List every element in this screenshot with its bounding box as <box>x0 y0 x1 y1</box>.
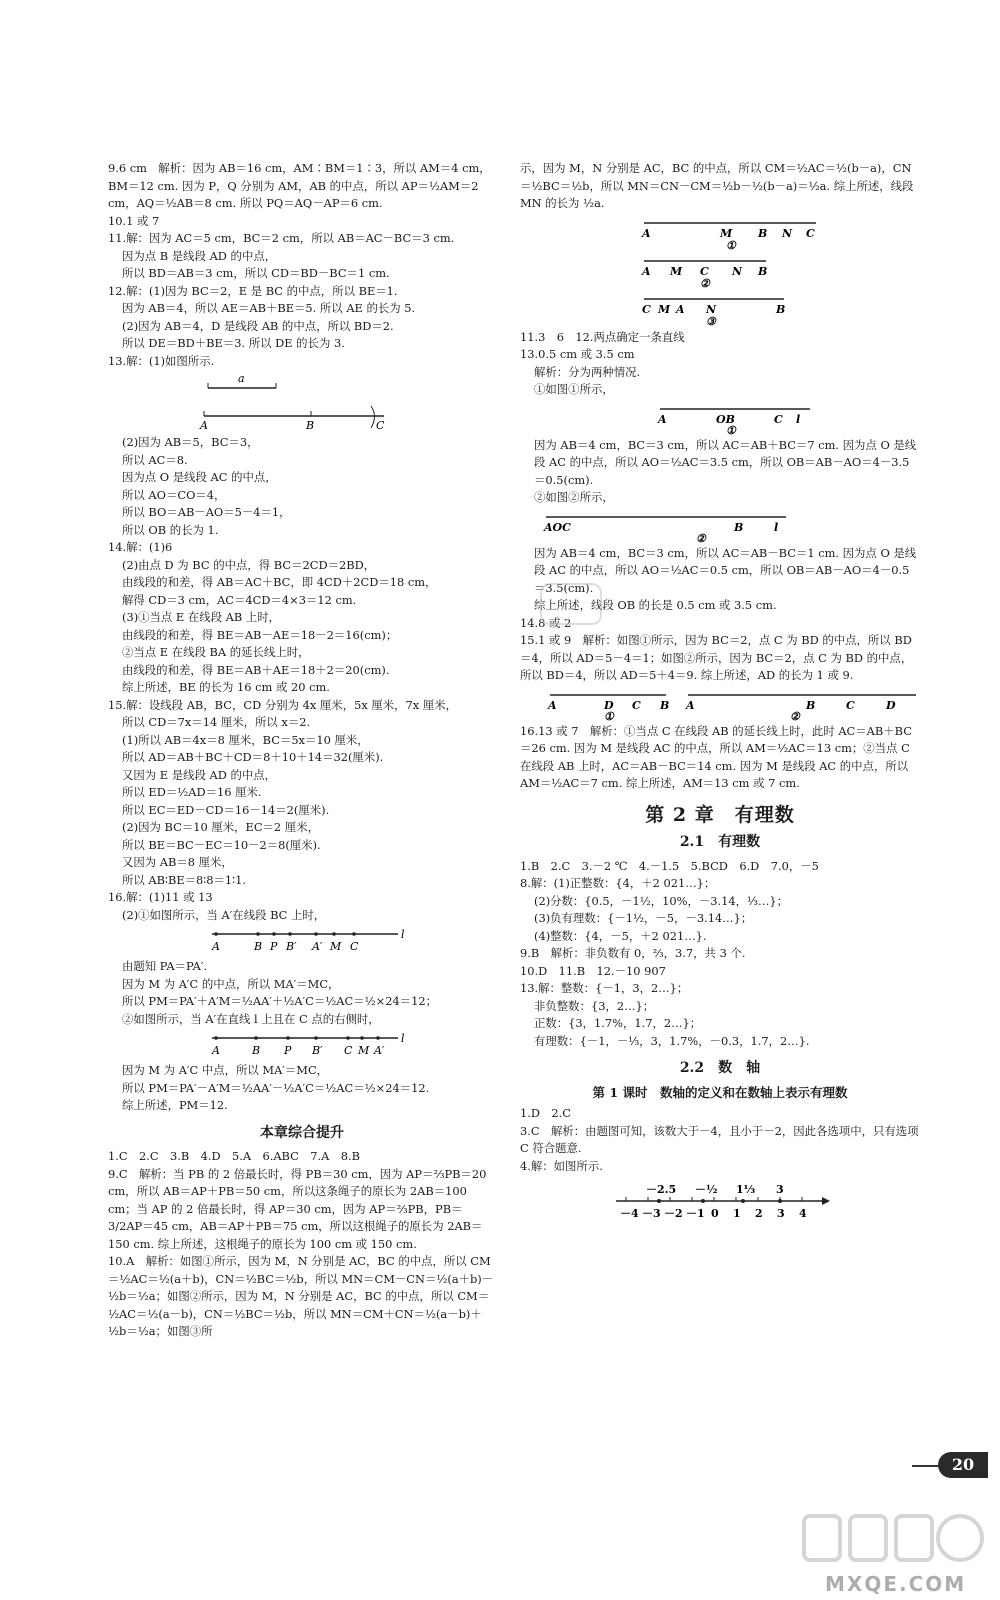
q13-line: 解析：分为两种情况. <box>534 364 641 379</box>
svg-text:B: B <box>252 1044 261 1057</box>
svg-text:B: B <box>806 698 816 712</box>
svg-text:l: l <box>796 412 801 426</box>
figure-13-1 <box>520 401 920 435</box>
q16-line: 综上所述，PM＝12. <box>122 1098 228 1112</box>
svg-text:l: l <box>774 520 779 534</box>
svg-text:4: 4 <box>799 1207 807 1220</box>
figure-10-1 <box>520 215 920 251</box>
q16: 16.解：(1)11 或 13 <box>108 890 213 904</box>
q13-line: ②如图②所示， <box>534 490 614 504</box>
seg-a-label: a <box>238 372 245 385</box>
q14-line: (3)①当点 E 在线段 AB 上时， <box>122 610 281 624</box>
q16-line: 因为 M 为 A′C 的中点，所以 MA′＝MC， <box>122 976 340 991</box>
q13-line: 因为 AB＝4 cm，BC＝3 cm，所以 AC＝AB＋BC＝7 cm. 因为点 O 是线段 AC 的中点，所以 AO＝½AC＝3.5 cm，所以 OB＝AB－AO＝4－3.5＝0.5(cm). <box>534 437 917 487</box>
q13-line: 非负整数：{3，2…}； <box>534 998 655 1013</box>
svg-text:B′: B′ <box>312 1044 323 1057</box>
q13-line: ①如图①所示， <box>534 382 614 396</box>
q14: 14.解：(1)6 <box>108 540 173 554</box>
section-title-chapter-review: 本章综合提升 <box>260 1124 344 1141</box>
svg-text:A: A <box>676 302 685 316</box>
q8-line: (3)负有理数：{－1½，－5，－3.14…}； <box>534 911 753 925</box>
page-number: 20 <box>938 1452 988 1478</box>
q12-line: 因为 AB＝4，所以 AE＝AB＋BE＝5. 所以 AE 的长为 5. <box>122 301 416 315</box>
q14-line: ②当点 E 在线段 BA 的延长线上时， <box>122 645 310 659</box>
svg-text:A: A <box>658 412 667 426</box>
q16-line: 所以 PM＝PA′－A′M＝½AA′－½A′C＝½AC＝½×24＝12. <box>122 1080 430 1095</box>
right-column <box>520 160 920 1227</box>
figure-10-3 <box>520 291 920 327</box>
figure-16a <box>108 926 496 956</box>
q8: 8.解：(1)正整数：{4，＋2 021…}； <box>520 876 716 890</box>
svg-text:A: A <box>548 698 557 712</box>
q11-12: 11.3 6 12.两点确定一条直线 <box>520 329 685 344</box>
svg-text:C: C <box>632 698 641 712</box>
q15-line: (2)因为 BC＝10 厘米，EC＝2 厘米， <box>122 820 319 834</box>
svg-text:M: M <box>670 264 683 278</box>
q13-line: 有理数：{－1，－⅓，3，1.7%，－0.3，1.7，2…}. <box>534 1033 810 1048</box>
svg-text:②: ② <box>790 709 800 721</box>
svg-text:B: B <box>660 698 670 712</box>
svg-text:2: 2 <box>755 1207 763 1220</box>
q15-line: 所以 CD＝7x＝14 厘米，所以 x＝2. <box>122 715 311 729</box>
q13: 13.解：(1)如图所示. <box>108 353 215 368</box>
svg-text:C: C <box>350 940 359 953</box>
q16-line: 因为 M 为 A′C 中点，所以 MA′＝MC， <box>122 1063 329 1077</box>
q14-line: (2)由点 D 为 BC 的中点，得 BC＝2CD＝2BD， <box>122 557 376 572</box>
point-B: B <box>306 419 315 432</box>
svg-text:AOC: AOC <box>544 520 571 534</box>
review-q9: 9.C 解析：当 PB 的 2 倍最长时，得 PB＝30 cm，因为 AP＝⅔PB＝20 cm，所以 AB＝AP＋PB＝50 cm，所以这条绳子的原长为 2AB＝100 cm；当 AP 的 2 倍最长时，得 AP＝30 cm，因为 AP＝⅔PB，PB＝3/2AP＝45 cm，AB＝AP＋PB＝75 cm，所以这根绳子的原长为 2AB＝150 cm. 综上所述，这根绳子的原长为 100 cm 或 150 cm. <box>108 1166 487 1251</box>
figure-16b <box>108 1030 496 1060</box>
q13-line: 所以 AO＝CO＝4， <box>122 487 226 502</box>
svg-text:3: 3 <box>777 1207 785 1220</box>
q11: 11.解：因为 AC＝5 cm，BC＝2 cm，所以 AB＝AC－BC＝3 cm. <box>108 231 455 245</box>
svg-text:P: P <box>284 1044 292 1057</box>
svg-text:N: N <box>782 226 793 240</box>
svg-text:B: B <box>758 264 768 278</box>
q15-line: 所以 AB∶BE＝8∶8＝1∶1. <box>122 872 246 887</box>
q12: 12.解：(1)因为 BC＝2，E 是 BC 的中点，所以 BE＝1. <box>108 283 398 298</box>
q10-12: 10.D 11.B 12.－10 907 <box>520 963 666 978</box>
q15-line: 所以 EC＝ED－CD＝16－14＝2(厘米). <box>122 802 330 817</box>
point-C: C <box>376 419 385 432</box>
q8-line: (2)分数：{0.5，－1½，10%，－3.14，⅓…}； <box>534 893 789 908</box>
svg-text:A: A <box>642 226 651 240</box>
svg-text:M: M <box>330 940 342 953</box>
svg-text:－2: －2 <box>664 1207 683 1220</box>
svg-text:P: P <box>270 940 278 953</box>
q13-line: 所以 BO＝AB－AO＝5－4＝1， <box>122 505 291 519</box>
svg-text:－1: －1 <box>686 1207 705 1220</box>
q12-line: 所以 DE＝BD＋BE＝3. 所以 DE 的长为 3. <box>122 336 345 350</box>
q16-line: (2)①如图所示，当 A′在线段 BC 上时， <box>122 907 326 922</box>
svg-text:C: C <box>846 698 855 712</box>
choices-2-1: 1.B 2.C 3.－2 ℃ 4.－1.5 5.BCD 6.D 7.0，－5 <box>520 858 819 873</box>
q13-line: 正数：{3，1.7%，1.7，2…}； <box>534 1016 702 1030</box>
q13-line: 所以 AC＝8. <box>122 452 188 467</box>
svg-text:A′: A′ <box>312 940 323 953</box>
q14-line: 由线段的和差，得 BE＝AB＋AE＝18＋2＝20(cm). <box>122 662 390 677</box>
q10: 10.1 或 7 <box>108 213 160 228</box>
section-2-1: 2.1 有理数 <box>679 834 761 850</box>
svg-text:B: B <box>254 940 263 953</box>
svg-text:－2.5: －2.5 <box>646 1183 677 1196</box>
section-2-2: 2.2 数 轴 <box>679 1060 761 1076</box>
svg-text:M: M <box>358 1044 370 1057</box>
q4: 4.解：如图所示. <box>520 1158 603 1173</box>
svg-text:B′: B′ <box>286 940 297 953</box>
watermark-text: MXQE.COM <box>825 1572 967 1596</box>
circle-label-1: ① <box>726 238 736 251</box>
svg-text:N: N <box>732 264 743 278</box>
svg-text:M: M <box>658 302 671 316</box>
q11-line: 所以 BD＝AB＝3 cm，所以 CD＝BD－BC＝1 cm. <box>122 266 390 280</box>
point-A: A <box>200 419 208 432</box>
figure-15 <box>520 687 920 721</box>
figure-10-2 <box>520 253 920 289</box>
q12-line: (2)因为 AB＝4，D 是线段 AB 的中点，所以 BD＝2. <box>122 318 394 333</box>
svg-text:0: 0 <box>711 1207 719 1220</box>
q3: 3.C 解析：由题图可知，该数大于－4，且小于－2，因此各选项中，只有选项 C 符合题意. <box>520 1123 919 1155</box>
number-line <box>520 1177 920 1225</box>
circle-label-2: ② <box>700 276 710 289</box>
review-q10: 10.A 解析：如图①所示，因为 M，N 分别是 AC，BC 的中点，所以 CM＝½AC＝½(a＋b)，CN＝½BC＝½b，所以 MN＝CM－CN＝½(a＋b)－½b＝½a；如图②所示，因为 M，N 分别是 AC，BC 的中点，所以 CM＝½AC＝½(a－b)，CN＝½BC＝½b，所以 MN＝CM＋CN＝½(a－b)＋½b＝½a；如图③所 <box>108 1254 494 1338</box>
svg-text:①: ① <box>726 423 736 435</box>
q14-line: 综上所述，BE 的长为 16 cm 或 20 cm. <box>122 680 330 694</box>
q13-line: 因为 AB＝4 cm，BC＝3 cm，所以 AC＝AB－BC＝1 cm. 因为点 O 是线段 AC 的中点，所以 AO＝½AC＝0.5 cm，所以 OB＝AB－AO＝4－0.5＝3.5(cm). <box>534 545 917 595</box>
svg-text:－3: －3 <box>642 1207 661 1220</box>
svg-text:A: A <box>686 698 695 712</box>
svg-text:②: ② <box>696 531 706 543</box>
svg-text:B: B <box>734 520 744 534</box>
svg-text:l: l <box>401 1032 405 1045</box>
q13-line: 因为点 O 是线段 AC 的中点， <box>122 470 277 484</box>
page-number-rule <box>912 1465 938 1467</box>
svg-text:B: B <box>758 226 768 240</box>
figure-13-2 <box>520 509 920 543</box>
q13: 13.解：整数：{－1，3，2…}； <box>520 981 689 995</box>
svg-text:D: D <box>604 698 614 712</box>
q9: 9.B 解析：非负数有 0，⅔，3.7，共 3 个. <box>520 946 746 960</box>
svg-text:A: A <box>212 1044 220 1057</box>
q14-line: 由线段的和差，得 BE＝AB－AE＝18－2＝16(cm)； <box>122 627 398 642</box>
svg-text:A′: A′ <box>374 1044 385 1057</box>
q15-line: 所以 BE＝BC－EC＝10－2＝8(厘米). <box>122 837 321 852</box>
left-column <box>108 160 496 1341</box>
svg-text:①: ① <box>604 709 614 721</box>
q8-line: (4)整数：{4，－5，＋2 021…}. <box>534 928 707 943</box>
svg-text:C: C <box>642 302 651 316</box>
q15-line: 又因为 AB＝8 厘米， <box>122 855 233 869</box>
q13-line: 综上所述，线段 OB 的长是 0.5 cm 或 3.5 cm. <box>534 598 777 612</box>
svg-text:1⅓: 1⅓ <box>736 1183 756 1196</box>
svg-text:C: C <box>774 412 783 426</box>
svg-text:l: l <box>401 928 405 941</box>
q14: 14.8 或 2 <box>520 615 572 630</box>
svg-text:C: C <box>344 1044 353 1057</box>
q16-line: ②如图所示，当 A′在直线 l 上且在 C 点的右侧时， <box>122 1011 380 1026</box>
q13-line: 所以 OB 的长为 1. <box>122 522 219 537</box>
q14-line: 解得 CD＝3 cm，AC＝4CD＝4×3＝12 cm. <box>122 592 357 607</box>
q15-line: 又因为 E 是线段 AD 的中点， <box>122 767 277 782</box>
svg-text:C: C <box>806 226 815 240</box>
figure-13 <box>108 372 496 432</box>
svg-text:D: D <box>886 698 896 712</box>
q1-2: 1.D 2.C <box>520 1106 571 1120</box>
q16-line: 由题知 PA＝PA′. <box>122 959 208 973</box>
q13-line: (2)因为 AB＝5，BC＝3， <box>122 435 259 449</box>
svg-text:1: 1 <box>733 1207 741 1220</box>
q15-line: (1)所以 AB＝4x＝8 厘米，BC＝5x＝10 厘米， <box>122 732 369 747</box>
q16: 16.13 或 7 解析：①当点 C 在线段 AB 的延长线上时，此时 AC＝AB＋BC＝26 cm. 因为 M 是线段 AC 的中点，所以 AM＝½AC＝13 cm；②当点 C 在线段 AB 上时，AC＝AB－BC＝14 cm. 因为 M 是线段 AC 的中点，所以 AM＝½AC＝7 cm. 综上所述，AM＝13 cm 或 7 cm. <box>520 723 912 790</box>
svg-text:A: A <box>212 940 220 953</box>
svg-text:－4: －4 <box>620 1207 639 1220</box>
svg-text:C: C <box>700 264 709 278</box>
q14-line: 由线段的和差，得 AB＝AC＋BC，即 4CD＋2CD＝18 cm， <box>122 575 437 589</box>
svg-text:M: M <box>720 226 733 240</box>
q11-line: 因为点 B 是线段 AD 的中点， <box>122 248 277 263</box>
circle-label-3: ③ <box>706 314 716 327</box>
q13: 13.0.5 cm 或 3.5 cm <box>520 347 635 361</box>
chapter-title: 第 2 章 有理数 <box>645 803 795 826</box>
review-choices: 1.C 2.C 3.B 4.D 5.A 6.ABC 7.A 8.B <box>108 1149 360 1163</box>
svg-text:B: B <box>776 302 786 316</box>
svg-text:N: N <box>706 302 717 316</box>
q15: 15.1 或 9 解析：如图①所示，因为 BC＝2，点 C 为 BD 的中点，所以 BD＝4，所以 AD＝5－4＝1；如图②所示，因为 BC＝2，点 C 为 BD 的中点，所以 BD＝4，所以 AD＝5＋4＝9. 综上所述，AD 的长为 1 或 9. <box>520 633 913 682</box>
lesson-title: 第 1 课时 数轴的定义和在数轴上表示有理数 <box>592 1084 848 1100</box>
review-q10-cont: 示，因为 M，N 分别是 AC，BC 的中点，所以 CM＝½AC＝½(b－a)，CN＝½BC＝½b，所以 MN＝CN－CM＝½b－½(b－a)＝½a. 综上所述，线段 MN 的长为 ½a. <box>520 161 914 210</box>
svg-text:A: A <box>642 264 651 278</box>
stamp-decoration <box>540 583 602 625</box>
q15-line: 所以 AD＝AB＋BC＋CD＝8＋10＋14＝32(厘米). <box>122 750 384 764</box>
q15: 15.解：设线段 AB，BC，CD 分别为 4x 厘米，5x 厘米，7x 厘米， <box>108 697 458 712</box>
svg-text:OB: OB <box>716 412 735 426</box>
svg-text:－½: －½ <box>695 1183 718 1196</box>
q9: 9.6 cm 解析：因为 AB＝16 cm，AM∶BM＝1∶3，所以 AM＝4 cm，BM＝12 cm. 因为 P，Q 分别为 AM，AB 的中点，所以 AP＝½AM＝2 cm，AQ＝½AB＝8 cm. 所以 PQ＝AQ－AP＝6 cm. <box>108 161 491 210</box>
q15-line: 所以 ED＝½AD＝16 厘米. <box>122 785 262 799</box>
svg-text:3: 3 <box>776 1183 784 1196</box>
q16-line: 所以 PM＝PA′＋A′M＝½AA′＋½A′C＝½AC＝½×24＝12； <box>122 994 437 1008</box>
